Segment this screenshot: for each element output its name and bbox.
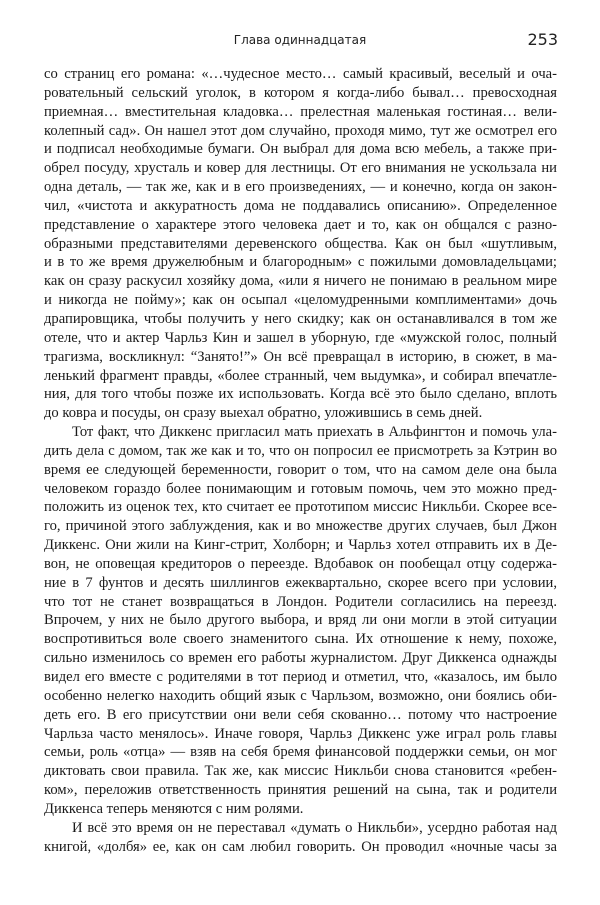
text-line: видел его вместе с родителями в тот период и отметил, что, «казалось, им было (44, 669, 557, 685)
text-line: дить дела с домом, так же как и то, что он попросил ее присмотреть за Кэтрин во (44, 442, 557, 459)
text-line: вон, не оповещая кредиторов о переезде. Вдобавок он пообещал отцу содержа- (44, 555, 557, 572)
text-line: что тот не станет возвращаться в Лондон. Родители согласились на переезд. (44, 593, 557, 610)
text-line: и никогда не пойму»; как он осыпал «целомудренными комплиментами» дочь (44, 292, 557, 309)
text-line: Чарльза часто менялось». Иначе говоря, Чарльз Диккенс уже играл роль главы (44, 725, 557, 742)
text-line: представление о характере этого человека дает и то, как он общался с разно- (44, 216, 557, 233)
text-line: время ее следующей беременности, говорит о том, что на самом деле она была (44, 461, 557, 478)
text-line: Диккенс. Они жили на Кинг-стрит, Холборн; и Чарльз хотел отправить их в Де- (44, 537, 557, 554)
text-line: ленький фрагмент правды, «более странный, чем выдумка», и собирал впечатле- (44, 367, 557, 384)
text-line: и в то же время дружелюбным и благородным» с пожилыми домовладельцами; (44, 254, 557, 271)
page-body-text (44, 65, 557, 856)
text-line: воспротивиться воле своего знаменитого сына. Их отношение к нему, похоже, (44, 631, 557, 648)
text-line: особенно нелегко находить общий язык с Чарльзом, возможно, они боялись оби- (44, 687, 557, 704)
text-line: го, причиной этого заблуждения, как и во множестве других случаев, был Джон (44, 518, 557, 535)
text-line: диктовать свои правила. Так же, как миссис Никльби снова становится «ребен- (44, 763, 557, 780)
text-line: деть его. В его присутствии они вели себя скованно… потому что настроение (44, 706, 557, 723)
text-line: колепный сад». Он нашел этот дом случайно, проходя мимо, тут же осмотрел его (44, 122, 557, 139)
text-line: книгой, «долбя» ее, как он сам любил говорить. Он проводил «ночные часы за (44, 838, 557, 855)
text-line: человеком гораздо более понимающим и готовым помочь, чем это можно пред- (44, 480, 557, 497)
chapter-title: Глава одиннадцатая (233, 33, 367, 47)
page-number: 253 (527, 30, 558, 49)
text-line: драпировщика, чтобы получить у него скидку; как он останавливался в том же (44, 310, 557, 327)
text-line: ния, для того чтобы позже их использовать. Когда всё это было сделано, вплоть (44, 386, 557, 403)
text-line: Тот факт, что Диккенс пригласил мать приехать в Альфингтон и помочь ула- (72, 424, 557, 441)
text-line: сильно изменилось со времен его работы журналистом. Друг Диккенса однажды (44, 650, 557, 667)
text-line: как он сразу раскусил хозяйку дома, «или я ничего не понимаю в реальном мире (44, 273, 557, 290)
paragraph (44, 423, 557, 819)
text-line: чил, «чистота и аккуратность дома не поддавались описанию». Определенное (44, 197, 557, 214)
text-line: отеле, что и актер Чарльз Кин и зашел в уборную, где «мужской голос, полный (44, 329, 557, 346)
text-line: ровательный сельский уголок, в котором я когда-либо бывал… превосходная (44, 84, 557, 101)
text-line: образными представителями деревенского общества. Как он был «шутливым, (44, 235, 557, 252)
paragraph (44, 65, 557, 423)
text-line: обрел посуду, хрусталь и ковер для лестницы. От его внимания не ускользала ни (44, 160, 557, 177)
text-line: приемная… вместительная кладовка… прелестная маленькая гостиная… вели- (44, 103, 557, 120)
text-line: Диккенса теперь меняются с ним ролями. (44, 800, 304, 817)
text-line: и подписал необходимые бумаги. Он выбрал для дома всю мебель, а также при- (44, 141, 557, 158)
text-line: со страниц его романа: «…чудесное место… самый красивый, веселый и оча- (44, 66, 557, 82)
text-line: И всё это время он не переставал «думать о Никльби», усердно работая над (72, 819, 557, 836)
text-line: ком», переложив ответственность принятия решений на сына, так и родители (44, 782, 557, 799)
text-line: ние в 7 фунтов и десять шиллингов ежеквартально, скорее всего при условии, (44, 574, 557, 591)
text-line: Впрочем, у них не было другого выбора, и вряд ли они могли в этой ситуации (44, 612, 557, 629)
text-line: положить из оценок тех, кто считает ее прототипом миссис Никльби. Скорее все- (44, 499, 557, 516)
paragraph (44, 819, 557, 857)
text-line: до ковра и посуды, он сразу выехал обратно, уложившись в семь дней. (44, 405, 483, 422)
text-line: семьи, роль «отца» — взяв на себя бремя финансовой поддержки семьи, он мог (44, 744, 557, 761)
text-line: одна деталь, — так же, как и в его произведениях, — и конечно, когда он закон- (44, 179, 557, 196)
text-line: трагизма, воскликнул: “Занято!”» Он всё превращал в историю, в сюжет, в ма- (44, 348, 557, 365)
